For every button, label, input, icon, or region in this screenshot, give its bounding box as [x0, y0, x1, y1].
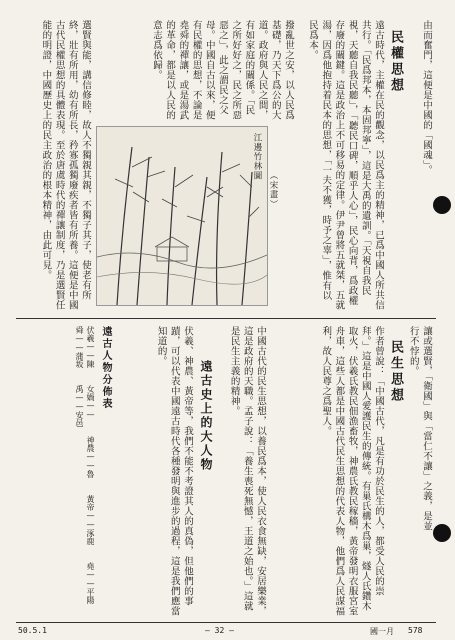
list-item: 舜——蒲坂 — [75, 326, 84, 368]
body-minsheng-right: 作者曾說：「中國古代，凡是有功於民生的人，都受人民的崇拜。」這是中國人愛護民生的傳統。有巢氏構木爲巢，燧人氏鑽木取火，伏羲氏教民佃漁畜牧，神農氏教民稼穡，黃帝發明衣服宮室舟車，這些人都是中國古代民生思想的代表人物，他們爲人民謀福利，故人民尊之爲聖人。 — [320, 326, 384, 616]
bamboo-painting-illustration — [96, 126, 278, 306]
body-minquan-right: 遠古時代，主權在民的觀念，以民爲主的精神，已爲中國人所共信共行。「民爲邦本，本固邦寧」，這是大禹的遺訓。「天視自我民視，天聽自我民聽」，「聽民口碑，順乎人心」，民心向背，爲政權存廢的關鍵。這是政治上不可移易的定律。伊尹曾將五就桀，五就湯，因爲他抱持着民本的思想，「一夫不獲，時予之辜」，惟有以民爲本。 — [306, 20, 384, 310]
ancient-figures-list — [18, 326, 96, 616]
heading-minsheng: 民生思想 — [388, 340, 403, 404]
intro-minsheng: 讓或選賢，「衛國」與「當仁不讓」之義，是並行不悖的。 — [407, 326, 432, 532]
bamboo-painting-image — [97, 127, 267, 305]
footer-issue-label: 國一月 — [370, 627, 394, 636]
body-minquan-left: 選賢與能，講信修睦，故人不獨親其親，不獨子其子，使老有所終，壯有所用，幼有所長，矜寡孤獨廢疾者皆有所養。這便是中國古代民權思想的具體表現。至於唐虞時代的禪讓制度，乃是選賢任能的明證，中國歷史上的民主政治的根本精神，由此可見。 — [40, 20, 91, 310]
footer-page-number: — 32 — — [205, 626, 234, 635]
intro-column: 由而奮門，這便是中國的「國魂」。 — [421, 20, 432, 176]
heading-minquan: 民權思想 — [388, 30, 403, 94]
footer-rule — [16, 622, 436, 623]
list-item: 神農——魯 — [86, 436, 95, 478]
illustration-caption: 江邊竹林圖 — [252, 133, 262, 181]
list-item: 黃帝——涿鹿 — [86, 495, 95, 545]
illustration-caption-sub: （宋畫） — [268, 171, 278, 209]
footer-serial: 578 — [408, 626, 423, 635]
list-item: 禹——安邑 — [75, 385, 84, 427]
binding-dot-bottom — [433, 524, 451, 542]
footer-date: 50.5.1 — [18, 626, 47, 635]
list-title: 遠古人物分佈表 — [100, 326, 111, 410]
binding-dot-top — [433, 196, 451, 214]
body-minquan-middle: 撥亂世之安，以人民爲基礎，乃天下爲公的大道。政府與人民之間，有如家庭的關係。「民之所好好之，民之所惡惡之」，此之謂民之父母。中國自古以來，便有民權的思想，不論是堯舜的禪讓，或是湯武的革命，都是以人民的意志爲依歸。 — [150, 20, 294, 120]
section-divider — [16, 318, 436, 319]
list-item: 女媧—— — [86, 385, 95, 419]
body-minsheng-left: 伏羲、神農、黃帝等，我們不能不考證其人的真偽，但他們的事蹟，可以代表中國遠古時代各種發明與進步的過程，這是我們應當知道的。 — [155, 326, 193, 616]
list-item: 伏羲——陳 — [86, 326, 95, 368]
body-minsheng-middle: 中國古代的民生思想，以養民爲本，使人民衣食無缺，安居樂業，這是政府的天職。孟子說：「養生喪死無憾，王道之始也。」這就是民生主義的精神。 — [228, 326, 266, 616]
list-item: 堯——平陽 — [86, 562, 95, 604]
subheading-ancient-figures: 遠古史上的大人物 — [199, 360, 213, 472]
